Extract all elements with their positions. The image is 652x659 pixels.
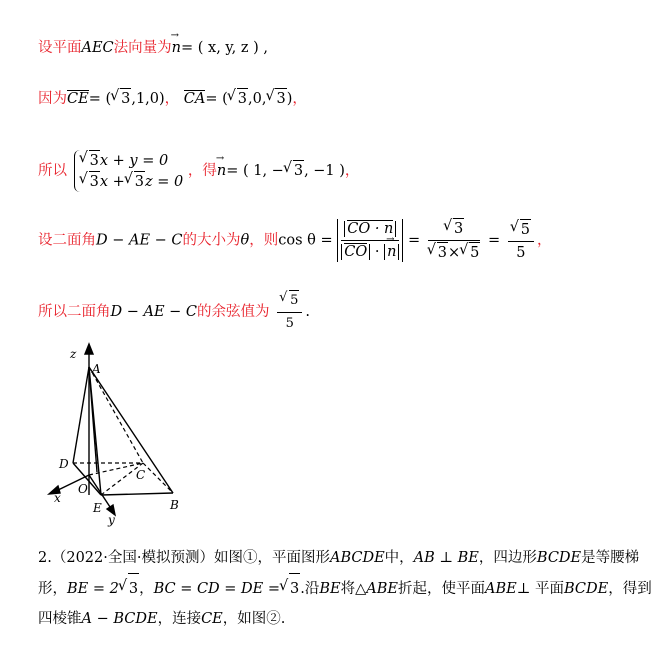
- text: ，则: [249, 232, 279, 249]
- cos: cos θ =: [278, 232, 333, 249]
- text: 所以: [38, 163, 67, 179]
- denominator-a: CO: [344, 244, 368, 260]
- denominator-b: → n: [387, 242, 396, 262]
- coords: ,1,0): [131, 91, 165, 107]
- text: 法向量为: [113, 40, 172, 56]
- sep: ，: [164, 91, 180, 107]
- math: A − BCDE: [81, 611, 158, 627]
- text: 设平面: [38, 40, 82, 56]
- text: 所以二面角: [38, 304, 111, 320]
- numerator: CO · n: [347, 221, 394, 237]
- math: AB ⊥ BE: [413, 550, 479, 566]
- den: 5: [285, 316, 294, 331]
- edge-cb-hidden: [143, 463, 173, 493]
- math: ABE: [485, 581, 517, 597]
- label-b: B: [170, 498, 179, 512]
- text: ，得: [187, 163, 217, 179]
- system-line: [38, 150, 359, 192]
- sqrt: √ 5: [520, 219, 531, 240]
- sqrt: √ 3: [89, 150, 100, 171]
- text: 四棱锥: [38, 611, 82, 627]
- sqrt: √ 3: [437, 242, 448, 263]
- plane-name: AEC: [81, 40, 114, 56]
- normal-vector: → n: [217, 161, 226, 181]
- text: 设二面角: [38, 232, 96, 249]
- sqrt: √ 3: [293, 160, 304, 181]
- z-axis-arrow: [85, 344, 93, 354]
- normal-vector: → n: [172, 38, 181, 58]
- edge-ab: [89, 367, 173, 493]
- abs-fraction: $\frac{CO \cdot n}{CO \cdot \to n}$: [337, 219, 403, 262]
- label-c: C: [136, 468, 146, 482]
- equation-1: x + y = 0: [99, 153, 169, 169]
- fraction-2: [428, 218, 481, 263]
- angle-name: D − AE − C: [110, 304, 198, 320]
- math: BE: [319, 581, 341, 597]
- label-e: E: [93, 501, 102, 515]
- den: 5: [516, 244, 526, 261]
- angle-name: D − AE − C: [96, 232, 183, 249]
- equation-2: x +: [99, 174, 125, 190]
- sqrt: √ 5: [289, 290, 299, 311]
- eq: = (: [88, 91, 112, 107]
- text: ，如图②.: [222, 611, 286, 627]
- sqrt: √ 3: [128, 573, 139, 604]
- sep: ，: [292, 91, 307, 107]
- equation-system: [74, 150, 184, 192]
- math: CE: [201, 611, 223, 627]
- sqrt: √ 3: [89, 171, 100, 192]
- times: ×: [448, 245, 461, 261]
- fraction-3: [508, 219, 534, 263]
- edge-ad: [73, 367, 89, 463]
- coords: ): [286, 91, 293, 107]
- math: ABE: [366, 581, 398, 597]
- sqrt: √ 3: [120, 88, 131, 109]
- sqrt: √ 3: [289, 573, 300, 604]
- text: ⊥ 平面: [516, 581, 564, 597]
- problem-statement: [38, 543, 652, 634]
- text: 形，: [38, 581, 67, 597]
- label-d: D: [59, 457, 69, 471]
- sep: ，: [537, 232, 552, 249]
- math: BCDE: [536, 550, 582, 566]
- coords: , −1 ): [304, 163, 345, 179]
- label-y: y: [108, 513, 115, 527]
- conclusion-line: [38, 290, 310, 334]
- sqrt: √ 3: [134, 171, 145, 192]
- text: 的余弦值为: [197, 304, 270, 320]
- vectors-line: [38, 88, 307, 109]
- text: ，连接: [157, 611, 202, 627]
- label-z: z: [70, 347, 77, 361]
- problem-number: 2.: [38, 550, 52, 566]
- edge-ao: [89, 367, 97, 472]
- sqrt: √ 3: [237, 88, 248, 109]
- math: BE = 2: [67, 581, 119, 597]
- answer-fraction: [277, 290, 302, 334]
- edge-eb: [101, 493, 173, 495]
- sqrt: √ 3: [275, 88, 286, 109]
- period: .: [305, 304, 311, 320]
- cosine-line: 设二面角D − AE − C的大小为θ，则cos θ = $\frac{CO \cdot n}{CO \cdot \to n}$ = √ 3 √ 3×√ 5 = √ $\frac{5}{5}$ ，: [38, 218, 552, 263]
- text: 因为: [38, 91, 67, 107]
- eq: = (: [205, 91, 228, 107]
- pyramid-figure: [40, 340, 200, 530]
- text: ，得到: [608, 581, 652, 597]
- text: 折起，使平面: [398, 581, 485, 597]
- problem-source: （2022·全国·模拟预测）: [51, 550, 214, 566]
- math: BC = CD = DE =: [153, 581, 281, 597]
- label-x: x: [54, 491, 61, 505]
- vector-coords: = ( x, y, z ) ,: [181, 40, 269, 56]
- text: 将△: [340, 581, 367, 597]
- equation-2-end: z = 0: [145, 174, 184, 190]
- coords: ,0,: [248, 91, 267, 107]
- vector-ca: CA: [183, 91, 206, 107]
- sqrt: √ 5: [469, 242, 480, 263]
- coords: = ( 1, −: [226, 163, 284, 179]
- sqrt: √ 3: [453, 218, 464, 239]
- label-o: O: [78, 482, 88, 496]
- vector-ce: CE: [67, 91, 89, 107]
- text: 是等腰梯: [581, 550, 640, 566]
- text: ，四边形: [478, 550, 537, 566]
- theta: θ: [240, 232, 250, 249]
- math: ABCDE: [329, 550, 385, 566]
- sep: ，: [344, 163, 360, 179]
- text: .沿: [300, 581, 320, 597]
- label-a: A: [92, 362, 101, 376]
- text: 如图①，平面图形: [213, 550, 330, 566]
- normal-vector-line: [38, 38, 268, 58]
- math: BCDE: [563, 581, 609, 597]
- text: 的大小为: [182, 232, 241, 249]
- text: ，: [139, 581, 154, 597]
- text: 中，: [384, 550, 414, 566]
